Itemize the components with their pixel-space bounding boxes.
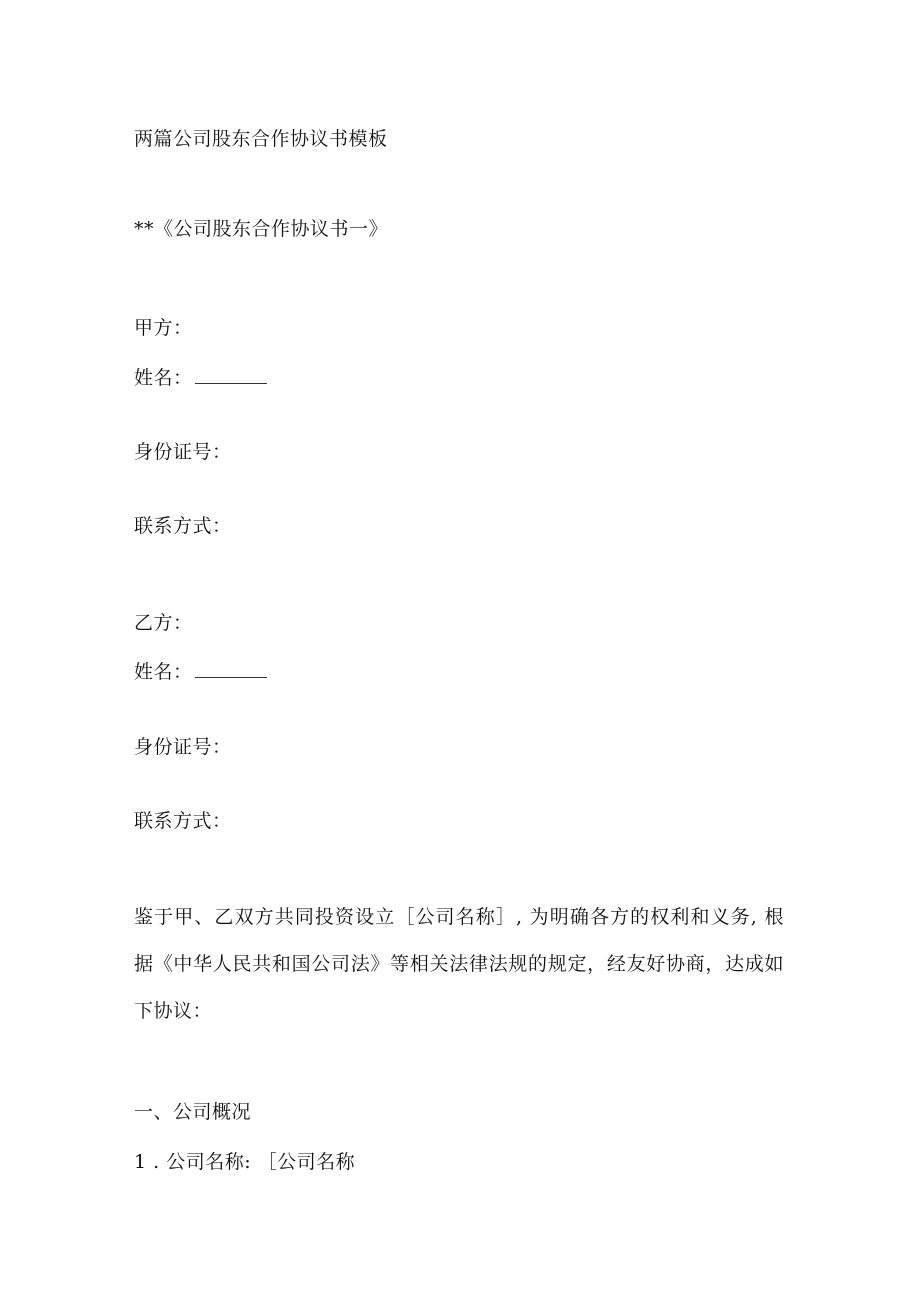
party-a-name-row [134, 366, 267, 390]
party-b-id-label: 身份证号： [134, 736, 232, 758]
document-subtitle: **《公司股东合作协议书一》 [134, 218, 389, 240]
party-b-name-row [134, 660, 267, 684]
party-a-name-label: 姓名： [134, 367, 193, 389]
party-b-contact-label: 联系方式： [134, 810, 232, 832]
section-1-heading: 一、公司概况 [134, 1101, 252, 1123]
party-b-heading: 乙方： [134, 612, 193, 634]
party-b-name-blank [195, 663, 267, 678]
party-a-contact-label: 联系方式： [134, 515, 232, 537]
preamble-paragraph: 鉴于甲、乙双方共同投资设立［公司名称］, 为明确各方的权利和义务, 根据《中华人民共和国公司法》等相关法律法规的规定，经友好协商，达成如下协议： [134, 906, 784, 1022]
section-1-item-1: 1 . 公司名称: ［公司名称 [134, 1151, 356, 1173]
party-a-name-blank [195, 369, 267, 384]
party-a-id-label: 身份证号： [134, 441, 232, 463]
document-title: 两篇公司股东合作协议书模板 [134, 128, 388, 150]
party-b-name-label: 姓名： [134, 661, 193, 683]
party-a-heading: 甲方： [134, 317, 193, 339]
